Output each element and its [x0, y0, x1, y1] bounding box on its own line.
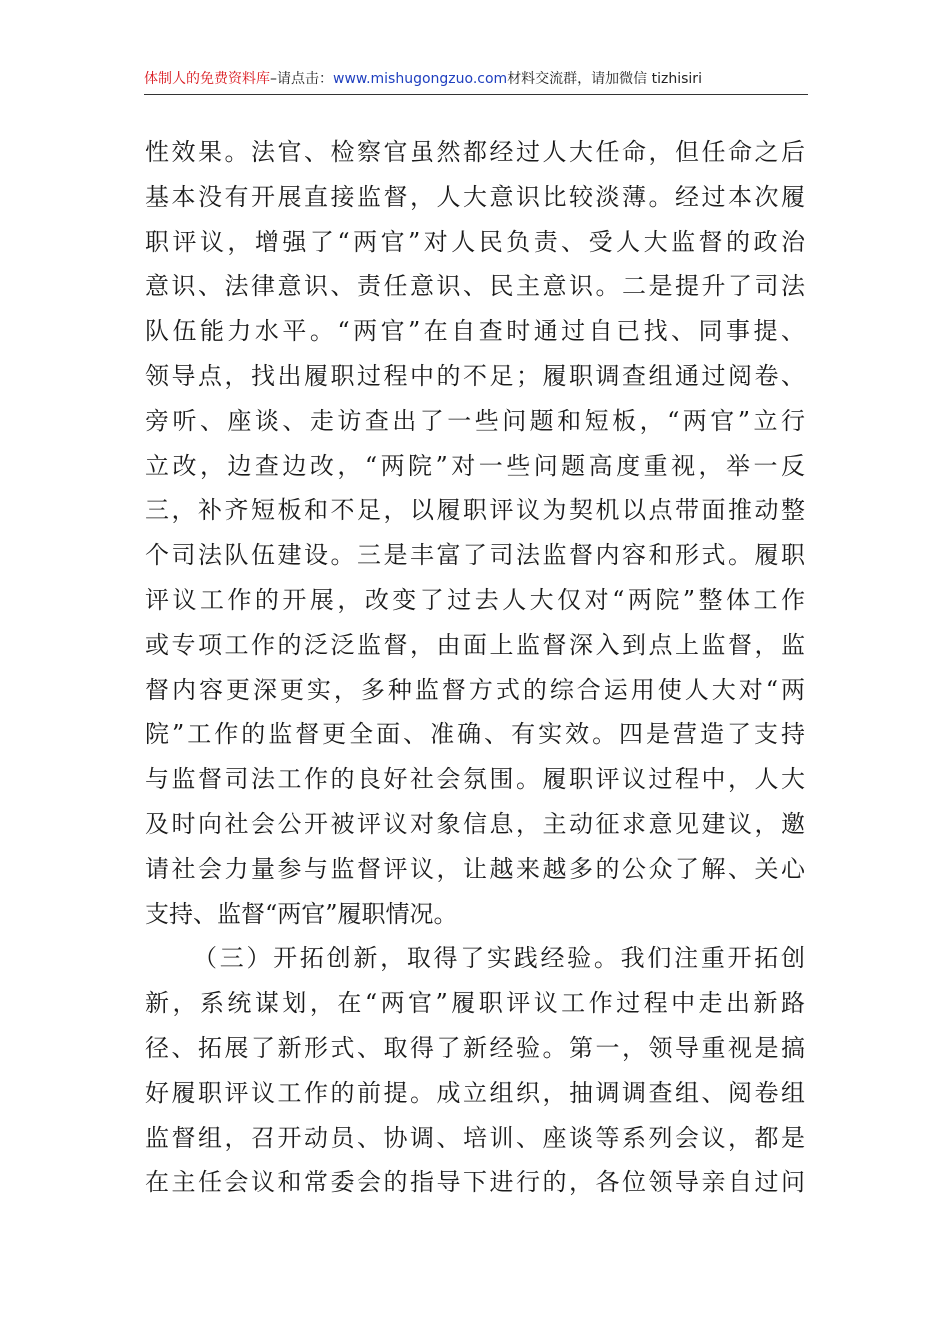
text-line: 评议工作的开展，改变了过去人大仅对“两院”整体工作: [145, 585, 805, 614]
header-prompt: –请点击：: [270, 71, 333, 87]
text-line: 职评议，增强了“两官”对人民负责、受人大监督的政治: [145, 227, 805, 256]
text-line: 三，补齐短板和不足，以履职评议为契机以点带面推动整: [145, 496, 805, 525]
text-line: 好履职评议工作的前提。成立组织，抽调调查组、阅卷组: [145, 1078, 805, 1107]
document-body: [145, 130, 805, 1205]
paragraph-end-line: 支持、监督“两官”履职情况。: [145, 899, 458, 928]
text-line: 院”工作的监督更全面、准确、有实效。四是营造了支持: [145, 720, 805, 749]
text-line: 意识、法律意识、责任意识、民主意识。二是提升了司法: [145, 272, 805, 301]
text-line: 与监督司法工作的良好社会氛围。履职评议过程中，人大: [145, 765, 805, 794]
header-contact-note: 材料交流群，请加微信 tizhisiri: [507, 71, 702, 87]
text-line: 领导点，找出履职过程中的不足；履职调查组通过阅卷、: [145, 361, 805, 390]
header-site-link[interactable]: www.mishugongzuo.com: [333, 71, 508, 87]
text-line: 请社会力量参与监督评议，让越来越多的公众了解、关心: [145, 854, 805, 883]
text-line: 或专项工作的泛泛监督，由面上监督深入到点上监督，监: [145, 630, 805, 659]
text-line: 旁听、座谈、走访查出了一些问题和短板，“两官”立行: [145, 406, 805, 435]
text-line: 队伍能力水平。“两官”在自查时通过自已找、同事提、: [145, 317, 805, 346]
header-divider: [144, 94, 808, 95]
text-line: 监督组，召开动员、协调、培训、座谈等系列会议，都是: [145, 1123, 805, 1152]
text-line: 新，系统谋划，在“两官”履职评议工作过程中走出新路: [145, 989, 805, 1018]
text-line: 个司法队伍建设。三是丰富了司法监督内容和形式。履职: [145, 541, 805, 570]
text-line: 立改，边查边改，“两院”对一些问题高度重视，举一反: [145, 451, 805, 480]
section-heading-line: （三）开拓创新，取得了实践经验。我们注重开拓创: [193, 944, 805, 973]
text-line: 径、拓展了新形式、取得了新经验。第一，领导重视是搞: [145, 1033, 805, 1062]
text-line: 基本没有开展直接监督，人大意识比较淡薄。经过本次履: [145, 182, 805, 211]
text-line: 性效果。法官、检察官虽然都经过人大任命，但任命之后: [145, 138, 805, 166]
page-header: [144, 66, 808, 92]
text-line: 及时向社会公开被评议对象信息，主动征求意见建议，邀: [145, 809, 805, 838]
text-line: 督内容更深更实，多种监督方式的综合运用使人大对“两: [145, 675, 805, 704]
text-line: 在主任会议和常委会的指导下进行的，各位领导亲自过问: [145, 1168, 805, 1197]
header-brand: 体制人的免费资料库: [144, 71, 270, 87]
